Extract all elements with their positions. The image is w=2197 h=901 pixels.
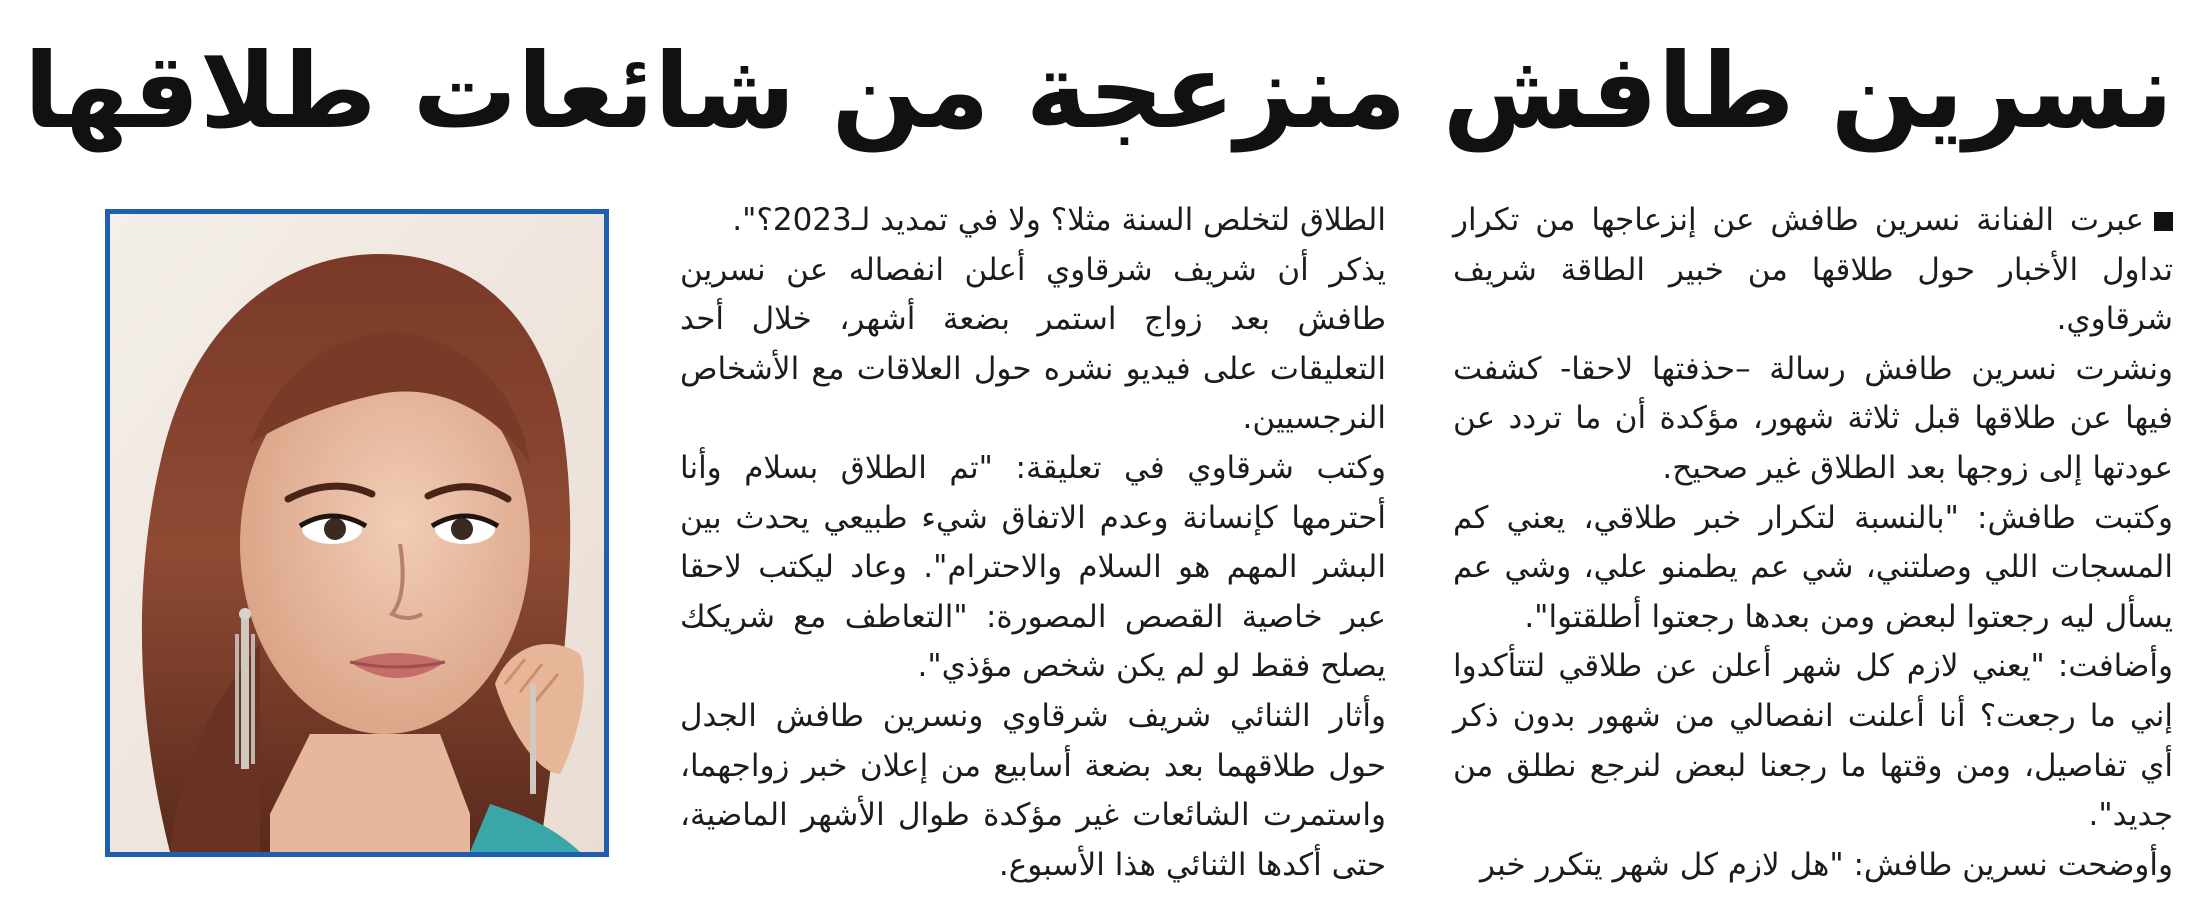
paragraph: وأضافت: "يعني لازم كل شهر أعلن عن طلاقي لتتأكدوا إني ما رجعت؟ أنا أعلنت انفصالي من شهور بدون ذكر أي تفاصيل، ومن وقتها ما رجعنا لبعض لنرجع نطلق من جديد". bbox=[1453, 648, 2173, 834]
paragraph: وأوضحت نسرين طافش: "هل لازم كل شهر يتكرر خبر bbox=[1479, 846, 2173, 883]
portrait-illustration bbox=[110, 214, 604, 852]
portrait-photo bbox=[105, 209, 609, 857]
paragraph: يذكر أن شريف شرقاوي أعلن انفصاله عن نسرين طافش بعد زواج استمر بضعة أشهر، خلال أحد التعليقات على فيديو نشره حول العلاقات مع الأشخاص النرجسيين. bbox=[680, 251, 1386, 437]
paragraph: الطلاق لتخلص السنة مثلا؟ ولا في تمديد لـ2023؟". bbox=[732, 202, 1386, 238]
paragraph-bullet-icon bbox=[2154, 212, 2173, 231]
paragraph-text: عبرت الفنانة نسرين طافش عن إنزعاجها من تكرار تداول الأخبار حول طلاقها من خبير الطاقة شريف شرقاوي. bbox=[1453, 202, 2173, 338]
article-column-right bbox=[1453, 196, 2173, 890]
paragraph: ونشرت نسرين طافش رسالة –حذفتها لاحقا- كشفت فيها عن طلاقها قبل ثلاثة شهور، مؤكدة أن ما تردد عن عودتها إلى زوجها بعد الطلاق غير صحيح. bbox=[1453, 350, 2173, 486]
article-headline: نسرين طافش منزعجة من شائعات طلاقها bbox=[23, 30, 2174, 152]
paragraph bbox=[1453, 196, 2173, 345]
paragraph: وكتب شرقاوي في تعليقة: "تم الطلاق بسلام وأنا أحترمها كإنسانة وعدم الاتفاق شيء طبيعي يحدث بين البشر المهم هو السلام والاحترام". وعاد ليكتب لاحقا عبر خاصية القصص المصورة: "التعاطف مع شريكك يصلح فقط لو لم يكن شخص مؤذي". bbox=[680, 449, 1386, 685]
paragraph: وأثار الثنائي شريف شرقاوي ونسرين طافش الجدل حول طلاقهما بعد بضعة أسابيع من إعلان خبر زواجهما، واستمرت الشائعات غير مؤكدة طوال الأشهر الماضية، حتى أكدها الثنائي هذا الأسبوع. bbox=[680, 697, 1386, 883]
paragraph: وكتبت طافش: "بالنسبة لتكرار خبر طلاقي، يعني كم المسجات اللي وصلتني، شي عم يطمنو علي، وشي عم يسأل ليه رجعتوا لبعض ومن بعدها رجعتوا أطلقتوا". bbox=[1453, 499, 2173, 635]
article-column-middle bbox=[680, 196, 1386, 890]
